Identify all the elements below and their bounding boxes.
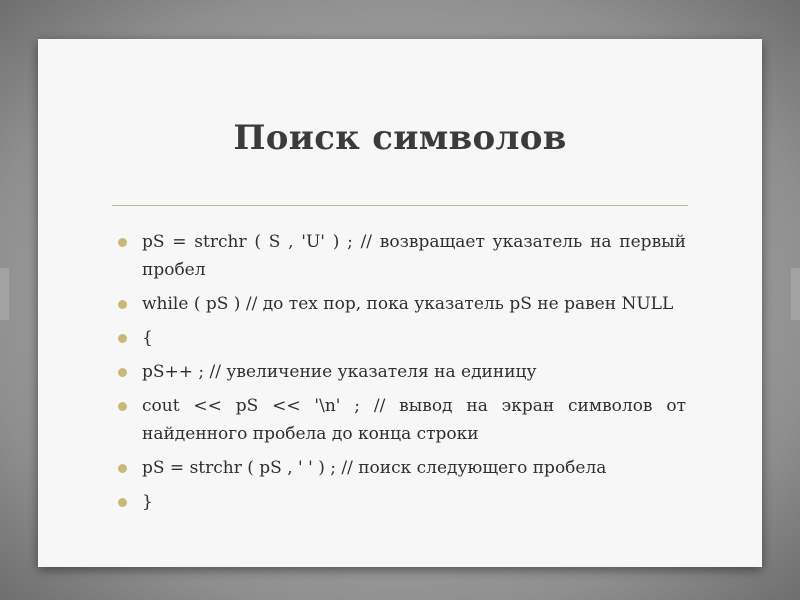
bullet-item bbox=[114, 454, 686, 482]
bullet-text: while ( pS ) // до тех пор, пока указатель pS не равен NULL bbox=[142, 294, 674, 314]
bullet-dot-icon bbox=[118, 464, 127, 473]
bullet-dot-icon bbox=[118, 334, 127, 343]
bullet-text: pS = strchr ( pS , ' ' ) ; // поиск следующего пробела bbox=[142, 458, 607, 478]
bullet-text: cout << pS << '\n' ; // вывод на экран символов от найденного пробела до конца строки bbox=[142, 396, 686, 444]
slide-title: Поиск символов bbox=[233, 118, 567, 158]
bullet-item bbox=[114, 488, 686, 516]
bullet-dot-icon bbox=[118, 368, 127, 377]
title-divider bbox=[112, 205, 688, 206]
bullet-dot-icon bbox=[118, 402, 127, 411]
slide bbox=[38, 39, 762, 567]
bullet-item bbox=[114, 324, 686, 352]
bullet-dot-icon bbox=[118, 238, 127, 247]
bullet-dot-icon bbox=[118, 300, 127, 309]
bullet-item bbox=[114, 290, 686, 318]
bullet-text: { bbox=[142, 328, 153, 348]
right-edge-bar bbox=[791, 268, 800, 320]
left-edge-bar bbox=[0, 268, 9, 320]
bullet-text: } bbox=[142, 492, 153, 512]
bullet-text: pS++ ; // увеличение указателя на единицу bbox=[142, 362, 537, 382]
bullet-dot-icon bbox=[118, 498, 127, 507]
bullet-item bbox=[114, 358, 686, 386]
bullet-list bbox=[114, 228, 686, 522]
bullet-item bbox=[114, 228, 686, 284]
bullet-text: pS = strchr ( S , 'U' ) ; // возвращает указатель на первый пробел bbox=[142, 232, 686, 280]
bullet-item bbox=[114, 392, 686, 448]
